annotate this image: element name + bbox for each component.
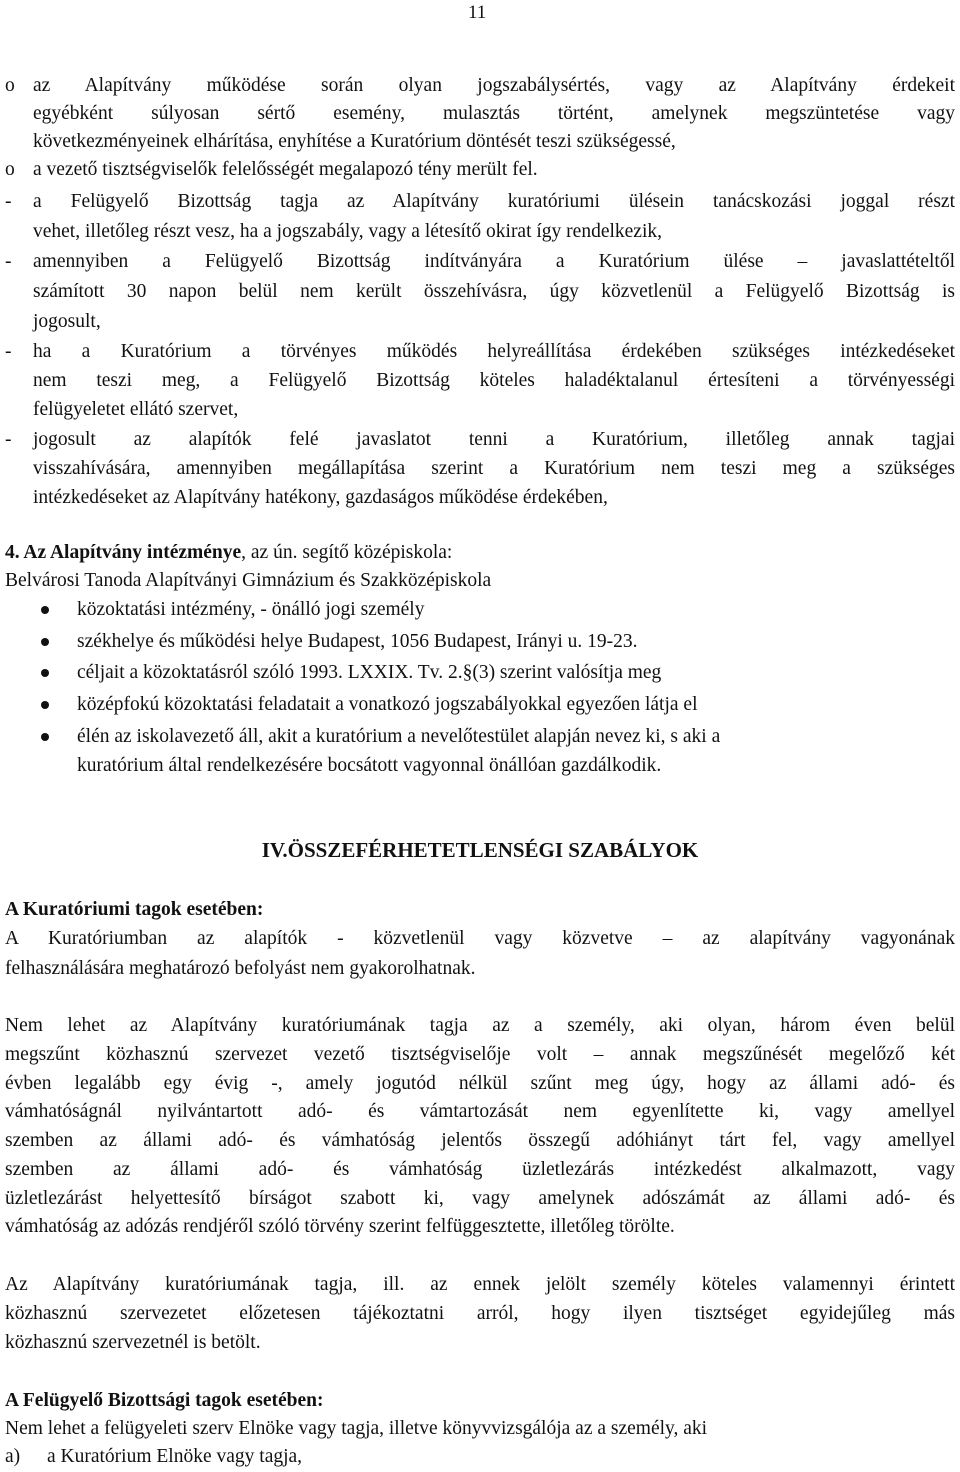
dash-item-line: visszahívására, amennyiben megállapítása szerint a Kuratórium nem teszi meg a szükséges xyxy=(33,458,955,479)
paragraph-line: vámhatóságnál nyilvántartott adó- és vámtartozását nem egyenlítette ki, vagy amellyel xyxy=(5,1101,955,1122)
sublist-marker: o xyxy=(5,75,15,96)
paragraph-line: szemben az állami adó- és vámhatóság jelentős összegű adóhiányt tárt fel, vagy amellyel xyxy=(5,1130,955,1151)
dash-marker: - xyxy=(5,251,12,272)
dash-marker: - xyxy=(5,191,12,212)
dash-item-line: intézkedéseket az Alapítvány hatékony, gazdaságos működése érdekében, xyxy=(33,487,608,508)
school-name: Belvárosi Tanoda Alapítványi Gimnázium és Szakközépiskola xyxy=(5,570,492,591)
item-a-marker: a) xyxy=(5,1446,21,1467)
dash-marker: - xyxy=(5,429,12,450)
dash-item-line: jogosult az alapítók felé javaslatot tenni a Kuratórium, illetőleg annak tagjai xyxy=(33,429,955,450)
bullet-continuation: kuratórium által rendelkezésére bocsátott vagyonnal önállóan gazdálkodik. xyxy=(77,755,662,776)
paragraph-line: közhasznú szervezetet előzetesen tájékoztatni arról, hogy ilyen tisztséget egyidejűleg más xyxy=(5,1303,955,1324)
paragraph-line: A Kuratóriumban az alapítók - közvetlenül vagy közvetve – az alapítvány vagyonának xyxy=(5,928,955,949)
dash-item-line: amennyiben a Felügyelő Bizottság indítványára a Kuratórium ülése – javaslattételtől xyxy=(33,251,955,272)
sublist-line: az Alapítvány működése során olyan jogszabálysértés, vagy az Alapítvány érdekeit xyxy=(33,75,955,96)
sublist-line: következményeinek elhárítása, enyhítése a Kuratórium döntését teszi szükségessé, xyxy=(33,131,676,152)
sublist-line: egyébként súlyosan sértő esemény, mulasztás történt, amelynek megszüntetése vagy xyxy=(33,103,955,124)
felugyelo-heading: A Felügyelő Bizottsági tagok esetében: xyxy=(5,1390,324,1411)
dash-item-line: vehet, illetőleg részt vesz, ha a jogszabály, vagy a létesítő okirat így rendelkezik, xyxy=(33,221,662,242)
bullet-dot xyxy=(41,606,49,614)
paragraph-line: felhasználására meghatározó befolyást nem gyakorolhatnak. xyxy=(5,958,476,979)
section4-heading-bold: 4. Az Alapítvány intézménye xyxy=(5,542,242,563)
dash-marker: - xyxy=(5,341,12,362)
chapter-title: IV.ÖSSZEFÉRHETETLENSÉGI SZABÁLYOK xyxy=(261,838,699,862)
page-number: 11 xyxy=(468,2,487,23)
section4-heading-rest: , az ún. segítő középiskola: xyxy=(241,542,453,563)
dash-item-line: jogosult, xyxy=(33,311,101,332)
paragraph-line: közhasznú szervezetnél is betölt. xyxy=(5,1332,261,1353)
paragraph-line: Az Alapítvány kuratóriumának tagja, ill. az ennek jelölt személy köteles valamennyi érintett xyxy=(5,1274,955,1295)
paragraph-line: Nem lehet az Alapítvány kuratóriumának tagja az a személy, aki olyan, három éven belül xyxy=(5,1015,955,1036)
bullet-item: élén az iskolavezető áll, akit a kuratórium a nevelőtestület alapján nevez ki, s aki a xyxy=(77,726,721,747)
bullet-item: székhelye és működési helye Budapest, 1056 Budapest, Irányi u. 19-23. xyxy=(77,631,638,652)
paragraph-line: évben legalább egy évig -, amely jogutód nélkül szűnt meg úgy, hogy az állami adó- és xyxy=(5,1073,955,1094)
bullet-item: céljait a közoktatásról szóló 1993. LXXIX. Tv. 2.§(3) szerint valósítja meg xyxy=(77,662,662,683)
kuratorium-heading: A Kuratóriumi tagok esetében: xyxy=(5,899,264,920)
dash-item-line: a Felügyelő Bizottság tagja az Alapítvány kuratóriumi ülésein tanácskozási joggal részt xyxy=(33,191,955,212)
bullet-item: középfokú közoktatási feladatait a vonatkozó jogszabályokkal egyezően látja el xyxy=(77,694,698,715)
paragraph-line: vámhatóság az adózás rendjéről szóló törvény szerint felfüggesztette, illetőleg törölte. xyxy=(5,1216,675,1237)
sublist-line: a vezető tisztségviselők felelősségét megalapozó tény merült fel. xyxy=(33,159,538,180)
bullet-dot xyxy=(41,638,49,646)
bullet-item: közoktatási intézmény, - önálló jogi személy xyxy=(77,599,425,620)
sublist-marker: o xyxy=(5,159,15,180)
dash-item-line: felügyeletet ellátó szervet, xyxy=(33,399,239,420)
item-a-text: a Kuratórium Elnöke vagy tagja, xyxy=(47,1446,303,1467)
section4-heading xyxy=(5,540,452,566)
bullet-dot xyxy=(41,701,49,709)
dash-item-line: ha a Kuratórium a törvényes működés helyreállítása érdekében szükséges intézkedéseket xyxy=(33,341,955,362)
paragraph-line: megszűnt közhasznú szervezet vezető tisztségviselője volt – annak megszűnését megelőző két xyxy=(5,1044,955,1065)
dash-item-line: nem teszi meg, a Felügyelő Bizottság köteles haladéktalanul értesíteni a törvényességi xyxy=(33,370,955,391)
dash-item-line: számított 30 napon belül nem került összehívásra, úgy közvetlenül a Felügyelő Bizottság is xyxy=(33,281,955,302)
bullet-dot xyxy=(41,669,49,677)
felugyelo-intro: Nem lehet a felügyeleti szerv Elnöke vagy tagja, illetve könyvvizsgálója az a személy, aki xyxy=(5,1418,708,1439)
bullet-dot xyxy=(41,733,49,741)
paragraph-line: üzletlezárást helyettesítő bírságot szabott ki, vagy amelynek adószámát az állami adó- és xyxy=(5,1188,955,1209)
paragraph-line: szemben az állami adó- és vámhatóság üzletlezárás intézkedést alkalmazott, vagy xyxy=(5,1159,955,1180)
